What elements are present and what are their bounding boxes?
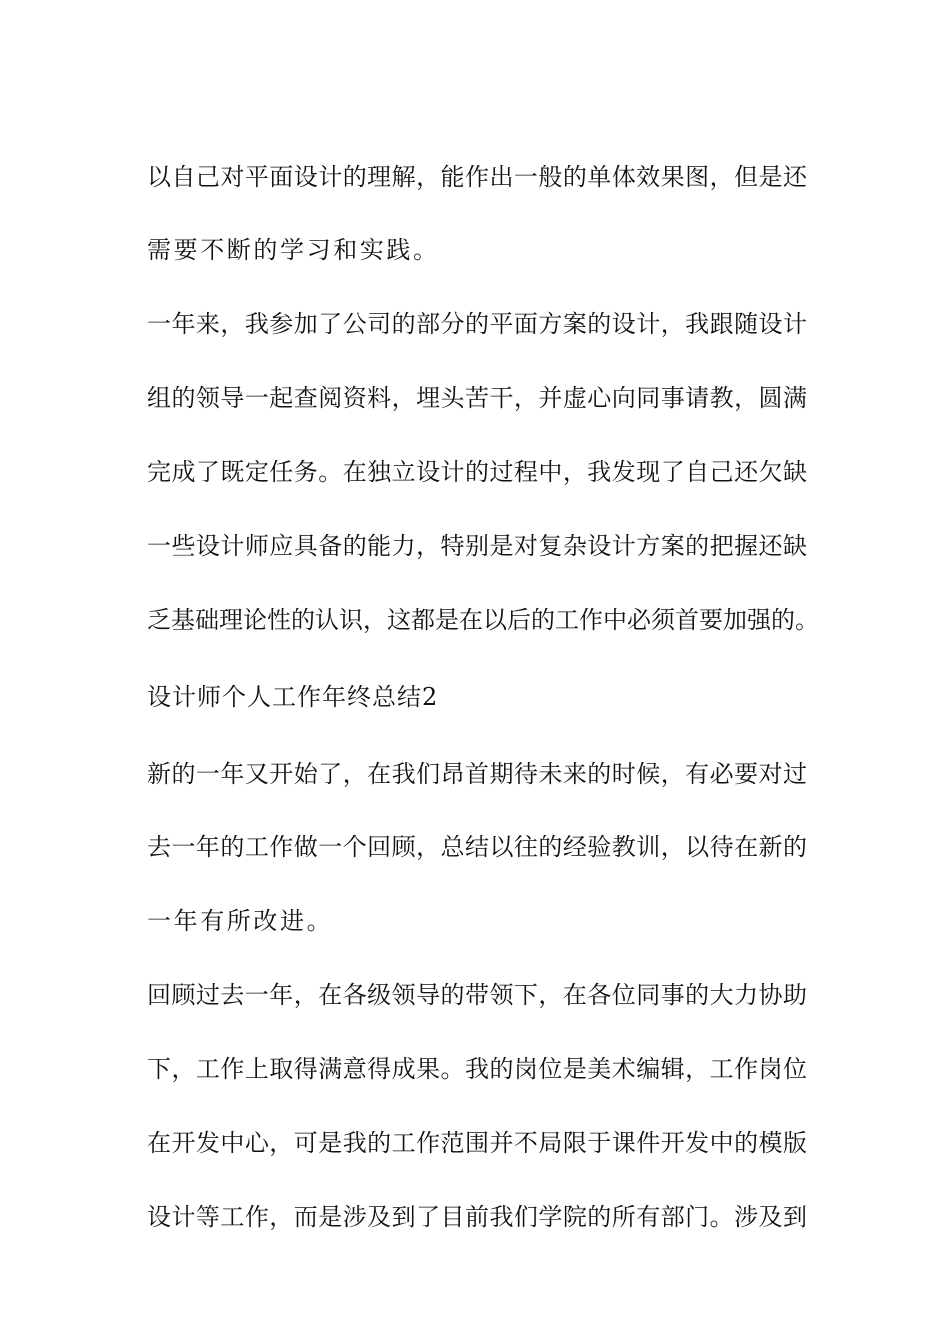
paragraph-line: 一年来，我参加了公司的部分的平面方案的设计，我跟随设计: [147, 310, 807, 338]
paragraph-line: 以自己对平面设计的理解，能作出一般的单体效果图，但是还: [147, 163, 807, 191]
paragraph-line: 新的一年又开始了，在我们昂首期待未来的时候，有必要对过: [147, 760, 807, 788]
paragraph-line: 需要不断的学习和实践。: [147, 236, 440, 264]
paragraph-line: 乏基础理论性的认识，这都是在以后的工作中必须首要加强的。: [147, 606, 819, 634]
paragraph-line: 组的领导一起查阅资料，埋头苦干，并虚心向同事请教，圆满: [147, 384, 807, 412]
section-heading: 设计师个人工作年终总结2: [147, 683, 439, 711]
paragraph-line: 去一年的工作做一个回顾，总结以往的经验教训，以待在新的: [147, 833, 807, 861]
paragraph-line: 在开发中心，可是我的工作范围并不局限于课件开发中的模版: [147, 1129, 807, 1157]
paragraph-line: 一些设计师应具备的能力，特别是对复杂设计方案的把握还缺: [147, 532, 807, 560]
paragraph-line: 设计等工作，而是涉及到了目前我们学院的所有部门。涉及到: [147, 1203, 807, 1231]
paragraph-line: 完成了既定任务。在独立设计的过程中，我发现了自己还欠缺: [147, 458, 807, 486]
paragraph-line: 回顾过去一年，在各级领导的带领下，在各位同事的大力协助: [147, 981, 807, 1009]
paragraph-line: 下，工作上取得满意得成果。我的岗位是美术编辑，工作岗位: [147, 1055, 807, 1083]
paragraph-line: 一年有所改进。: [147, 907, 334, 935]
